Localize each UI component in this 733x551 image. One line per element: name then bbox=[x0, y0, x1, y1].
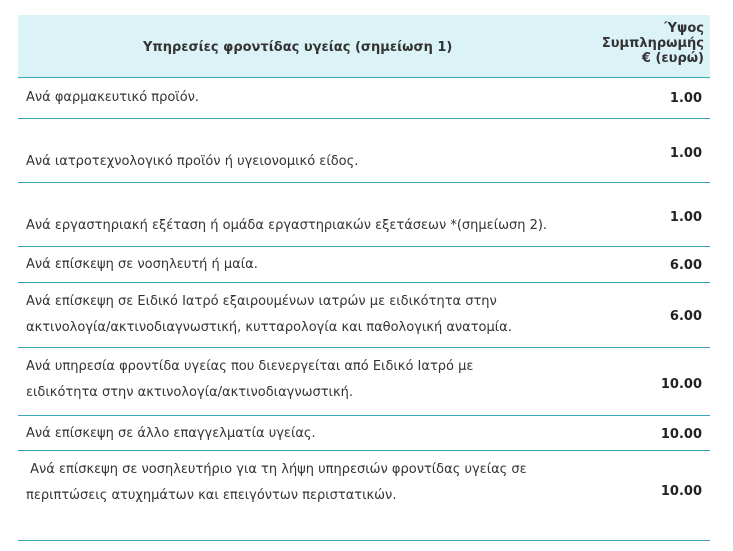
row-text bbox=[26, 289, 586, 341]
row-text bbox=[26, 213, 586, 239]
row-amount: 10.00 bbox=[660, 484, 702, 499]
row-text-line: Ανά ιατροτεχνολογικό προϊόν ή υγειονομικό είδος. bbox=[26, 154, 359, 169]
row-amount: 1.00 bbox=[669, 146, 702, 161]
row-amount: 10.00 bbox=[660, 377, 702, 392]
row-text bbox=[26, 354, 586, 406]
row-amount: 6.00 bbox=[669, 309, 702, 324]
table-row bbox=[18, 119, 710, 183]
row-text-line: Ανά φαρμακευτικό προϊόν. bbox=[26, 90, 200, 105]
row-text-line: Ανά εργαστηριακή εξέταση ή ομάδα εργαστηριακών εξετάσεων *(σημείωση 2). bbox=[26, 218, 548, 233]
row-text-line: Ανά επίσκεψη σε νοσηλευτήριο για τη λήψη υπηρεσιών φροντίδας υγείας σε bbox=[26, 462, 527, 477]
header-amount-line3: € (ευρώ) bbox=[641, 51, 704, 66]
row-amount: 10.00 bbox=[660, 427, 702, 442]
row-text-line: Ανά επίσκεψη σε νοσηλευτή ή μαία. bbox=[26, 257, 258, 272]
header-amount-line2: Συμπληρωμής bbox=[601, 36, 704, 51]
row-text-line: ειδικότητα στην ακτινολογία/ακτινοδιαγνωστική. bbox=[26, 385, 353, 400]
row-amount: 6.00 bbox=[669, 258, 702, 273]
table-row bbox=[18, 78, 710, 119]
row-amount: 1.00 bbox=[669, 210, 702, 225]
header-amount-line1: Ύψος bbox=[664, 21, 704, 36]
row-text-line: Ανά επίσκεψη σε Ειδικό Ιατρό εξαιρουμένων ιατρών με ειδικότητα στην bbox=[26, 294, 497, 309]
table-row bbox=[18, 283, 710, 348]
row-text-line: περιπτώσεις ατυχημάτων και επειγόντων περιστατικών. bbox=[26, 488, 397, 503]
table-row bbox=[18, 416, 710, 451]
row-text bbox=[26, 457, 586, 509]
row-amount: 1.00 bbox=[669, 91, 702, 106]
table-row bbox=[18, 183, 710, 247]
row-text-line: ακτινολογία/ακτινοδιαγνωστική, κυτταρολογία και παθολογική ανατομία. bbox=[26, 320, 512, 335]
copayment-table bbox=[18, 15, 710, 541]
table-header bbox=[18, 15, 710, 78]
row-text bbox=[26, 421, 586, 447]
row-text-line: Ανά επίσκεψη σε άλλο επαγγελματία υγείας. bbox=[26, 426, 316, 441]
table-row bbox=[18, 451, 710, 541]
table-row bbox=[18, 247, 710, 283]
table-row bbox=[18, 348, 710, 416]
row-text bbox=[26, 252, 586, 278]
row-text bbox=[26, 85, 586, 111]
row-text bbox=[26, 149, 586, 175]
header-service: Υπηρεσίες φροντίδας υγείας (σημείωση 1) bbox=[143, 40, 453, 55]
header-amount bbox=[564, 21, 704, 66]
row-text-line: Ανά υπηρεσία φροντίδα υγείας που διενεργείται από Ειδικό Ιατρό με bbox=[26, 359, 474, 374]
